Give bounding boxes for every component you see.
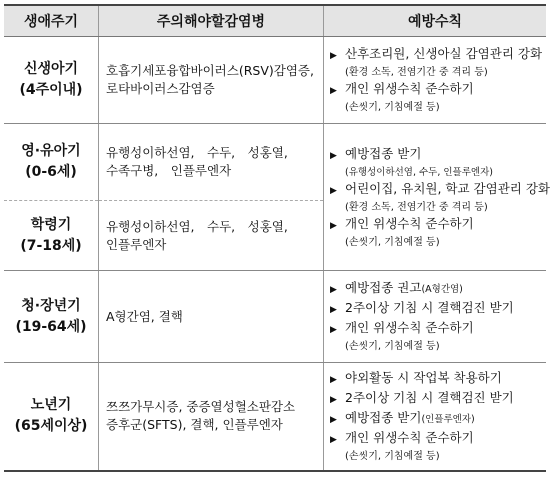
list-item: ▶ 2주이상 기침 시 결핵검진 받기	[330, 389, 542, 409]
stage-cell	[4, 124, 99, 201]
stage-age: (19-64세)	[15, 318, 87, 335]
disease-line: 유행성이하선염, 수두, 성홍열,	[106, 218, 288, 234]
disease-line: 호흡기세포융합바이러스(RSV)감염증,	[106, 63, 314, 78]
prevention-cell	[324, 363, 547, 471]
stage-name: 영·유아기	[21, 143, 81, 159]
stage-name: 청·장년기	[21, 297, 81, 314]
stage-name: 노년기	[30, 397, 72, 414]
stage-name: 신생아기	[23, 61, 79, 77]
disease-line: 로타바이러스감염증	[106, 81, 215, 96]
prevention-cell	[324, 271, 547, 363]
stage-cell	[4, 201, 99, 271]
table-row	[4, 37, 546, 124]
list-item: ▶ 개인 위생수칙 준수하기	[330, 215, 542, 235]
right-triangle-icon: ▶	[330, 150, 337, 161]
stage-age: (0-6세)	[25, 164, 77, 180]
table-row	[4, 124, 546, 201]
table-row	[4, 363, 546, 471]
infection-prevention-table	[4, 4, 550, 472]
disease-cell	[99, 271, 324, 363]
disease-line: 인플루엔자	[106, 236, 167, 252]
disease-cell	[99, 201, 324, 271]
right-triangle-icon: ▶	[330, 285, 337, 295]
stage-name: 학령기	[30, 216, 72, 233]
right-triangle-icon: ▶	[330, 434, 337, 445]
stage-age: (4주이내)	[19, 82, 83, 98]
disease-cell	[99, 124, 324, 201]
disease-line: 쯔쯔가무시증, 중증열성혈소판감소	[106, 399, 296, 415]
disease-cell	[99, 37, 324, 124]
list-item: ▶ 개인 위생수칙 준수하기	[330, 80, 542, 100]
list-item-note: (손씻기, 기침예절 등)	[345, 450, 440, 462]
disease-cell	[99, 363, 324, 471]
list-item: ▶ 2주이상 기침 시 결핵검진 받기	[330, 299, 542, 319]
list-item: ▶ 어린이집, 유치원, 학교 감염관리 강화	[330, 180, 542, 200]
prevention-cell	[324, 37, 547, 124]
list-item: ▶ 예방접종 권고(A형간염)	[330, 279, 542, 299]
list-item-note: (손씻기, 기침예절 등)	[345, 102, 440, 113]
list-item: ▶ 예방접종 받기(인플루엔자)	[330, 409, 542, 429]
list-item: ▶ 개인 위생수칙 준수하기	[330, 429, 542, 449]
header-row	[4, 5, 546, 37]
list-item-note: (환경 소독, 전염기간 중 격리 등)	[345, 201, 488, 213]
table-row	[4, 271, 546, 363]
list-item: ▶ 예방접종 받기	[330, 145, 542, 165]
stage-age: (7-18세)	[20, 237, 82, 254]
disease-line: 유행성이하선염, 수두, 성홍열,	[106, 145, 288, 160]
list-item: ▶ 산후조리원, 신생아실 감염관리 강화	[330, 45, 542, 65]
right-triangle-icon: ▶	[330, 185, 337, 196]
list-item: ▶ 야외활동 시 작업복 착용하기	[330, 369, 542, 389]
right-triangle-icon: ▶	[330, 374, 337, 385]
prevention-cell	[324, 124, 550, 271]
list-item-note: (손씻기, 기침예절 등)	[345, 341, 440, 352]
header-life-stage: 생애주기	[4, 5, 99, 37]
stage-age: (65세이상)	[14, 418, 88, 435]
stage-cell	[4, 37, 99, 124]
list-item: ▶ 개인 위생수칙 준수하기	[330, 319, 542, 339]
list-item-note: (환경 소독, 전염기간 중 격리 등)	[345, 67, 488, 78]
stage-cell	[4, 271, 99, 363]
stage-cell	[4, 363, 99, 471]
header-diseases: 주의해야할감염병	[99, 5, 324, 37]
disease-line: 수족구병, 인플루엔자	[106, 163, 232, 178]
right-triangle-icon: ▶	[330, 394, 337, 405]
disease-line: 증후군(SFTS), 결핵, 인플루엔자	[106, 417, 283, 433]
right-triangle-icon: ▶	[330, 325, 337, 335]
list-item-note: (유행성이하선염, 수두, 인플루엔자)	[345, 166, 493, 178]
right-triangle-icon: ▶	[330, 220, 337, 231]
disease-line: A형간염, 결핵	[106, 308, 183, 324]
header-prevention: 예방수칙	[324, 5, 547, 37]
right-triangle-icon: ▶	[330, 305, 337, 315]
right-triangle-icon: ▶	[330, 51, 337, 61]
right-triangle-icon: ▶	[330, 414, 337, 425]
list-item-note: (손씻기, 기침예절 등)	[345, 236, 440, 248]
right-triangle-icon: ▶	[330, 86, 337, 96]
